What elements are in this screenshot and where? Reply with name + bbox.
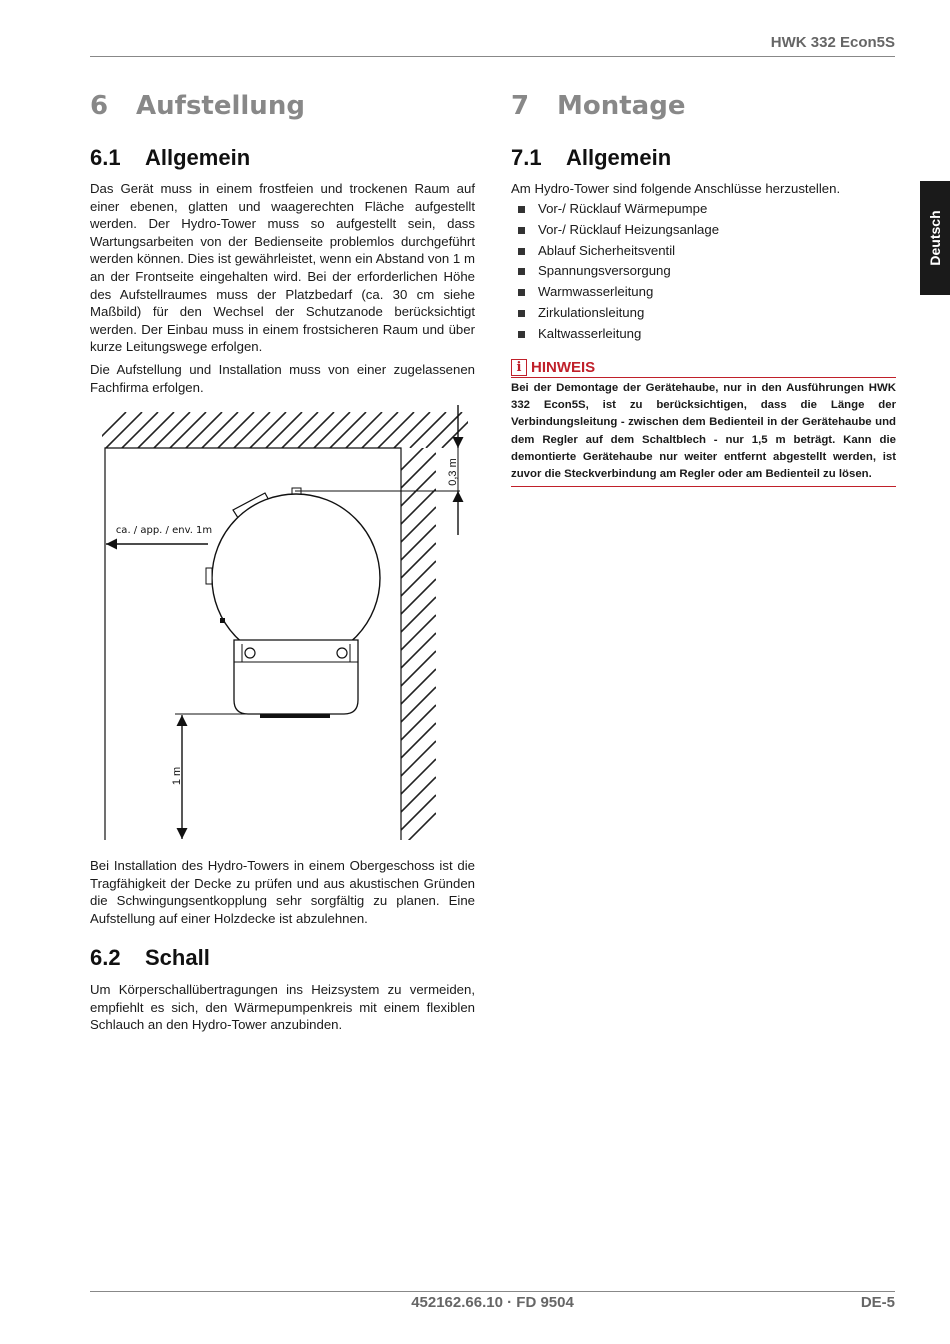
section-title: Allgemein	[566, 145, 672, 170]
chapter-number: 6	[90, 91, 109, 121]
square-bullet-icon	[518, 331, 525, 338]
list-item: Zirkulationsleitung	[511, 303, 896, 324]
note-bottom-rule	[511, 486, 896, 487]
section-number: 7.1	[511, 145, 542, 170]
chapter-heading-6	[90, 91, 305, 121]
wall-hatching	[401, 435, 436, 845]
info-icon: i	[511, 359, 527, 376]
language-tab-label: Deutsch	[927, 210, 943, 266]
unit-tank	[212, 494, 380, 662]
paragraph-upper-floor: Bei Installation des Hydro-Towers in einem Obergeschoss ist die Tragfähigkeit der Decke zu prüfen und aus akustischen Gründen die Schwingungsentkopplung sehr sorgfältig zu planen. Eine Aufstellung auf einer Holzdecke ist abzulehnen.	[90, 858, 475, 926]
note-box	[511, 359, 896, 487]
paragraph-sound: Um Körperschallübertragungen ins Heizsystem zu vermeiden, empfiehlt es sich, den Wärmepumpenkreis mit einem flexiblen Schlauch an den Hydro-Tower anzubinden.	[90, 982, 475, 1033]
square-bullet-icon	[518, 310, 525, 317]
list-item: Ablauf Sicherheitsventil	[511, 241, 896, 262]
square-bullet-icon	[518, 206, 525, 213]
installation-clearance-diagram	[90, 400, 475, 845]
front-clearance-label: 1 m	[171, 766, 183, 786]
document-number: 452162.66.10 · FD 9504	[411, 1294, 574, 1311]
page-number: DE-5	[860, 1294, 895, 1311]
section-title: Allgemein	[145, 145, 251, 170]
language-tab	[920, 181, 950, 295]
chapter-title: Aufstellung	[136, 91, 305, 121]
note-top-rule	[511, 377, 896, 378]
list-item: Warmwasserleitung	[511, 282, 896, 303]
chapter-number: 7	[511, 91, 530, 121]
side-clearance-label: ca. / app. / env. 1m	[115, 525, 213, 536]
list-item: Kaltwasserleitung	[511, 324, 896, 345]
chapter-title: Montage	[557, 91, 686, 121]
note-label: HINWEIS	[531, 359, 596, 376]
ceiling-hatching	[90, 412, 475, 448]
square-bullet-icon	[518, 227, 525, 234]
footer-rule	[90, 1291, 895, 1292]
connections-list	[511, 199, 896, 345]
header-rule	[90, 56, 895, 57]
list-item: Spannungsversorgung	[511, 261, 896, 282]
note-header	[511, 359, 896, 376]
section-heading-6-1	[90, 145, 250, 171]
section-number: 6.1	[90, 145, 121, 170]
section-heading-7-1	[511, 145, 671, 171]
unit-side-knob	[206, 568, 212, 584]
section-title: Schall	[145, 945, 210, 970]
list-item: Vor-/ Rücklauf Wärmepumpe	[511, 199, 896, 220]
section-heading-6-2	[90, 945, 210, 971]
connections-intro: Am Hydro-Tower sind folgende Anschlüsse herzustellen.	[511, 181, 841, 196]
note-text: Bei der Demontage der Gerätehaube, nur in den Ausführungen HWK 332 Econ5S, ist zu berücksichtigen, dass die Länge der Verbindungsleitung - zwischen dem Bedienteil in der Gerätehaube und dem Regler auf dem Schaltblech - nur 1,5 m beträgt. Kann die demontierte Gerätehaube nur weiter entfernt abgestellt werden, ist zuvor die Steckverbindung am Regler oder am Bedienteil zu lösen.	[511, 382, 896, 481]
section-number: 6.2	[90, 945, 121, 970]
square-bullet-icon	[518, 289, 525, 296]
running-header: HWK 332 Econ5S	[770, 34, 895, 51]
top-clearance-label: 0,3 m	[447, 458, 459, 486]
paragraph-placement: Das Gerät muss in einem frostfeien und trockenen Raum auf einer ebenen, glatten und waagerechten Fläche aufgestellt werden. Der Hydro-Tower muss so aufgestellt sein, dass Wartungsarbeiten von der Bedienseite problemlos durchgeführt werden können. Dies ist gewährleistet, wenn ein Abstand von 1 m an der Frontseite eingehalten wird. Bei der erforderlichen Höhe des Aufstellraumes muss der Platzbedarf (ca. 30 cm siehe Maßbild) für den Wechsel der Schutzanode berücksichtigt werden. Der Einbau muss in einem frostsicheren Raum und über kurze Leitungswege erfolgen.	[90, 181, 475, 355]
list-item: Vor-/ Rücklauf Heizungsanlage	[511, 220, 896, 241]
paragraph-installation: Die Aufstellung und Installation muss von einer zugelassenen Fachfirma erfolgen.	[90, 362, 475, 395]
square-bullet-icon	[518, 268, 525, 275]
unit-small-mark	[220, 618, 225, 623]
square-bullet-icon	[518, 248, 525, 255]
chapter-heading-7	[511, 91, 685, 121]
